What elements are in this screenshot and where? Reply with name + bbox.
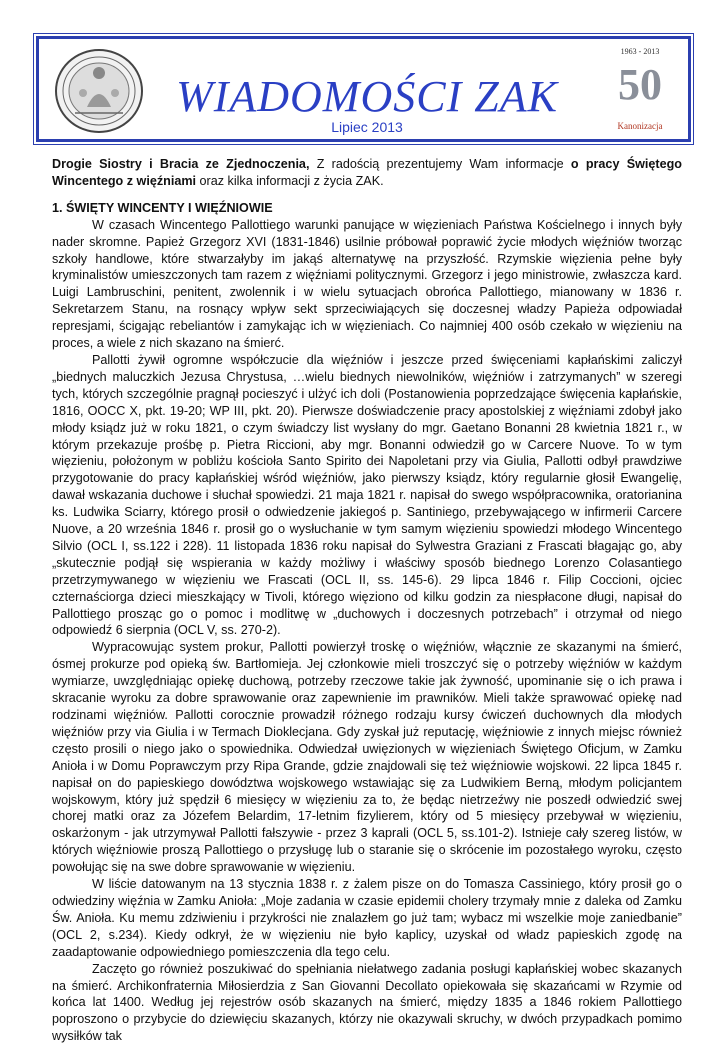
paragraph: W czasach Wincentego Pallottiego warunki panujące w więzieniach Państwa Kościelnego i innych były nader skromne. Papież Grzegorz XVI (1831-1846) usilnie próbował poprawić życie młodych więźniów tworząc szkoły handlowe, które stwarzałyby im jakąś alternatywę na przyszłość. Rzymskie więzienia pełne były kryminalistów umieszczonych tam razem z więźniami politycznymi. Grzegorz i jego ministrowie, zwłaszcza kard. Luigi Lambruschini, penitent, zwolennik i w wielu sytuacjach obrońca Pallottiego, mianowany w 1836 r. Sekretarzem Stanu, na rosnący wpływ sekt sprzeciwiających się doczesnej władzy Papieża odpowiadał represjami, ścigając rebeliantów i zamykając ich w więzieniach. Co najmniej 400 osób czekało w więzieniu na proces, a wiele z nich skazano na śmierć. — [52, 217, 682, 351]
section-heading: 1. ŚWIĘTY WINCENTY I WIĘŹNIOWIE — [52, 200, 273, 215]
paragraph: Zaczęto go również poszukiwać do spełniania niełatwego zadania posługi kapłańskiej wobec skazanych na śmierć. Archikonfraternia Miłosierdzia z San Giovanni Decollato opiekowała się skazańcami w Rzymie od końca lat 1400. Według jej rejestrów osób skazanych na śmierć, między 1835 a 1846 rokiem Pallottiego poproszono o przybycie do dziewięciu skazanych, którzy nie okazywali skruchy, w dwóch przypadkach pomimo wysiłków tak — [52, 961, 682, 1044]
intro-text-2: oraz kilka informacji z życia ZAK. — [196, 173, 384, 188]
intro-topic: o pracy Świętego Wincentego z więźniami — [52, 157, 682, 188]
intro-paragraph — [52, 156, 682, 190]
jubilee-logo — [599, 47, 681, 139]
newsletter-title: WIADOMOŚCI ZAK — [176, 72, 558, 121]
jubilee-label: Kanonizacja — [617, 121, 663, 131]
issue-date: Lipiec 2013 — [331, 119, 403, 135]
paragraph: Wypracowując system prokur, Pallotti powierzył troskę o więźniów, włącznie ze skazanymi na śmierć, ósmej prokurze pod opieką św. Bartłomieja. Jej członkowie mieli troszczyć się o potrzeby więźniów w każdym wymiarze, uwzględniając opiekę duchową, potrzeby rzeczowe takie jak żywność, upominanie się o ich prawa i skracanie wyroku za dobre sprawowanie oraz zapewnienie im prawników. Mieli także sprawować opiekę nad rodzinami więźniów. Pallotti corocznie prowadził różnego rodzaju kursy ćwiczeń duchownych dla młodych więźniów przy via Giulia i w Termach Dioklecjana. Gdy zyskał już reputację, więźniowie z innych miejsc również często prosili o niego jako o spowiednika. Odwiedzał uwięzionych w więzieniach Świętego Oficjum, w Zamku Anioła i w Domu Poprawczym przy Ripa Grande, gdzie znajdowali się też więźniowie wojskowi. 22 lipca 1845 r. napisał on do papieskiego dowództwa wojskowego wstawiając się za Ludwikiem Berną, młodym policjantem wojskowym, który już spędził 6 miesięcy w więzieniu za to, że będąc nietrzeźwy nie poszedł odwiedzić swej chorej matki oraz za Józefem Belardim, 17-letnim fizylierem, który od 5 miesięcy przebywał w więzieniu, oskarżonym - jak utrzymywał Pallotti fałszywie - przez 3 kaprali (OCL 5, ss.101-2). Istnieje cały szereg listów, w których więźniowie proszą Pallottiego o przysługę lub o staranie się o skrócenie im pozostałego wyroku, często powołując się na swe dobre sprawowanie w więzieniu. — [52, 640, 682, 875]
paragraph: Pallotti żywił ogromne współczucie dla więźniów i jeszcze przed święceniami kapłańskimi zaliczył „biednych maluczkich Jezusa Chrystusa, …wielu biednych niewolników, więźniów i zatrzymanych” w szeregi tych, których szczególnie pragnął pocieszyć i ulżyć ich doli (Postanowienia poprzedzające święcenia kapłańskie, 1816, OOCC X, pkt. 19-20; WP III, pkt. 20). Pierwsze doświadczenie pracy apostolskiej z więźniami zdobył jako młody ksiądz już w roku 1821, o czym świadczy list wysłany do mgr. Gaetano Bonanni 28 kwietnia 1821 r., w którym przekazuje prośbę p. Pietra Riccioni, aby mgr. Bonanni odwiedził go w Carcere Nuove. To w tym więzieniu, położonym w pobliżu kościoła Santo Spirito dei Napoletani przy via Giulia, Pallotti odbył prawdziwe przygotowanie do pracy kapłańskiej wśród więźniów, jako pierwszy ksiądz, który regularnie głosił Ewangelię, dawał wskazania duchowe i słuchał spowiedzi. 21 maja 1821 r. napisał do swego współpracownika, oratorianina ks. Ludwika Sciarry, którego prosił o odwiedzenie jakiegoś p. Santiniego, przebywającego w infirmerii Carcere Nuove, a 20 września 1846 r. prosił go o wysłuchanie w tym samym więzieniu spowiedzi młodego Wincentego Silvio (OCL I, ss.122 i 228). 11 listopada 1836 roku napisał do Sylwestra Graziani z Frascati błagając go, aby „skutecznie podjął się wspierania w każdy możliwy i właściwy sposób biednego Lorenzo Colasantiego przetrzymywanego w więzieniu we Frascati (OCL II, ss. 145-6). 29 lipca 1846 r. Filip Coccioni, ojciec czternaściorga dzieci mieszkający w Tivoli, którego więziono od kilku godzin za niespłacone długi, napisał do Pallottiego prosząc go o pomoc i modlitwę w „duchowych i doczesnych potrzebach” i otrzymał od niego odpowiedź 6 sierpnia (OCL V, ss. 270-2). — [52, 352, 682, 638]
seal-emblem-icon — [53, 47, 145, 135]
paragraph: W liście datowanym na 13 stycznia 1838 r. z żalem pisze on do Tomasza Cassiniego, który prosił go o odwiedziny więźnia w Zamku Anioła: „Moje zadania w czasie epidemii cholery trzymały mnie z daleka od Zamku Św. Anioła. Ku memu zdziwieniu i przykrości nie znalazłem go już tam; wybacz mi wszelkie moje zaniedbanie” (OCL 2, s.234). Kiedy odkrył, że w więzieniu nie było kaplicy, uzyskał od władz papieskich zgodę na zaadaptowanie odpowiedniego pomieszczenia dla tego celu. — [52, 877, 682, 959]
article-body — [52, 156, 682, 1045]
jubilee-years: 1963 - 2013 — [620, 47, 660, 56]
intro-text-1: Z radością prezentujemy Wam informacje — [309, 157, 571, 171]
newsletter-header — [36, 36, 691, 142]
jubilee-number: 50 — [618, 60, 662, 109]
greeting: Drogie Siostry i Bracia ze Zjednoczenia, — [52, 157, 310, 171]
